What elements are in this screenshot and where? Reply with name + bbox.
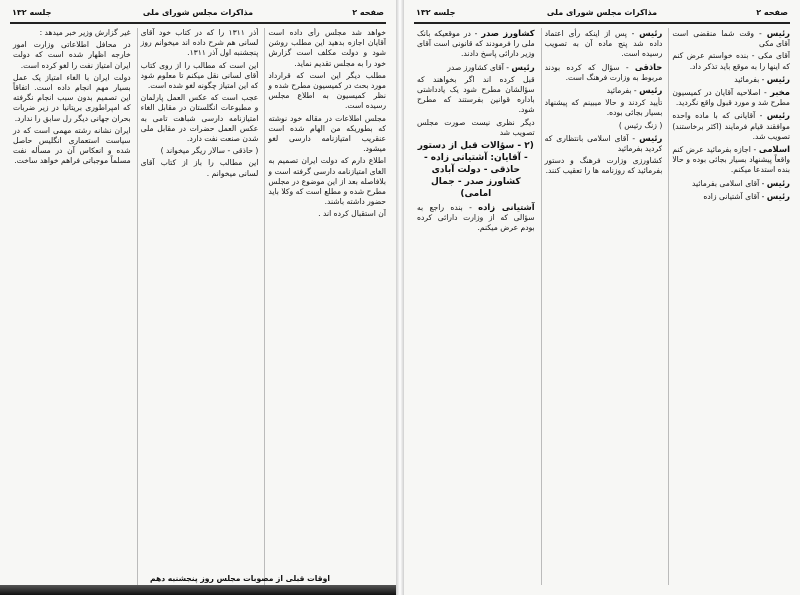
column	[10, 28, 131, 585]
paragraph	[672, 110, 790, 142]
paragraph-text: - بفرمائید	[606, 86, 637, 96]
paragraph	[672, 191, 790, 202]
paragraph-text: خواهد شد مجلس رأی داده است آقایان اجازه بدهید این مطلب روشن شود و دولت مکلف است گزارش خود را به مجلس تقدیم نماید.	[268, 28, 386, 68]
paragraph	[268, 71, 386, 112]
speaker-name: کشاورز صدر	[481, 28, 535, 38]
column	[137, 28, 259, 585]
paragraph	[268, 28, 386, 69]
paragraph-text: غیر گزارش وزیر خبر میدهد :	[39, 28, 131, 37]
publication-title: مذاکرات مجلس شورای ملی	[546, 8, 658, 17]
paragraph-text: - وقت شما منقضی است آقای مکی	[672, 29, 790, 49]
paragraph-text: عجب است که عکس العمل پارلمان و مطبوعات انگلستان در مقابل الغاء امتیازنامه دارسی شباهت تامی به عکس العمل حضرات در مقابل ملی شدن صنعت نفت دارد.	[140, 93, 259, 144]
text-columns	[414, 28, 790, 585]
header-rule	[10, 22, 386, 24]
paragraph-text: آقای مکی - بنده خواستم عرض کنم که اینها را به موقع باید تذکر داد.	[672, 51, 790, 71]
paragraph	[141, 61, 259, 92]
session-number: جلسه ۱۳۲	[416, 8, 456, 17]
page-header	[416, 8, 788, 22]
speaker-name: اسلامی	[758, 144, 790, 155]
column	[264, 28, 386, 585]
paragraph-text: کشاورزی وزارت فرهنگ و دستور بفرمائید که روزنامه ها را تعقیب کنند.	[544, 156, 663, 176]
speaker-name: رئیس	[639, 28, 663, 38]
paragraph-text: - آقای آشتیانی زاده	[703, 191, 765, 201]
paragraph	[672, 178, 790, 189]
speaker-name: رئیس	[639, 132, 663, 143]
paragraph-text: اطلاع دارم که دولت ایران تصمیم به الغای امتیازنامه دارسی گرفته است و بلافاصله بعد از این موضوع در مجلس مطرح شده و مطلع است که وکلا باید حضور داشته باشند.	[268, 156, 386, 207]
paragraph-text: - آقای اسلامی بفرمائید	[692, 178, 765, 188]
paragraph-text: - اصلاحیه آقایان در کمیسیون مطرح شد و مورد قبول واقع نگردید.	[672, 88, 790, 108]
speaker-name: آشتیانی زاده	[478, 202, 535, 213]
paragraph-text: آذر ۱۳۱۱ را که در کتاب خود آقای لسانی هم شرح داده اند میخوانم روز پنجشنبه اول آذر ۱۳۱۱.	[140, 28, 259, 58]
paragraph-text: مطلب دیگر این است که قرارداد مورد بحث در کمیسیون مطرح شده و نظر کمیسیون به اطلاع مجلس رسیده است.	[268, 70, 386, 111]
paragraph-text: - در موقعیکه بانک ملی را فرمودند که قانونی است آقای وزیر دارائی پاسخ دادند.	[416, 29, 535, 59]
paragraph	[417, 118, 535, 138]
paragraph	[13, 28, 131, 38]
paragraph	[13, 73, 131, 124]
speaker-name: رئیس	[766, 177, 790, 188]
paragraph-text: ( حاذقی - سالار ریگر میخواند )	[160, 146, 259, 156]
page-number: صفحه ۲	[756, 8, 788, 17]
paragraph	[672, 74, 790, 85]
paragraph	[672, 144, 790, 176]
paragraph	[268, 114, 386, 155]
paragraph-text: - سؤال که کرده بودند مربوط به وزارت فرهنگ است.	[544, 62, 663, 82]
paragraph-text: این است که مطالب را از روی کتاب آقای لسانی نقل میکنم تا معلوم شود که این امتیاز چگونه لغو شده است.	[140, 60, 259, 91]
paragraph	[417, 28, 535, 60]
paragraph-text: در محافل اطلاعاتی وزارت امور خارجه اظهار شده است که دولت ایران امتیاز نفت را لغو کرده است.	[12, 40, 131, 70]
paragraph-text: مجلس اطلاعات در مقاله خود نوشته که بطوریکه من الهام شده است عنقریب امتیازنامه دارسی لغو میشود.	[268, 113, 386, 154]
paragraph-text: قبل کرده اند اگر بخواهند که سؤالشان مطرح شود یک یادداشتی باداره قوانین بفرستند که مطرح شود.	[416, 74, 535, 115]
paragraph-text: آن استقبال کرده اند .	[318, 209, 386, 219]
paragraph	[13, 40, 131, 71]
paragraph	[417, 202, 535, 234]
page-gutter	[396, 0, 404, 595]
paragraph	[417, 75, 535, 116]
page-number: صفحه ۲	[352, 8, 384, 17]
speaker-name: رئیس	[766, 73, 790, 84]
text-columns	[10, 28, 386, 585]
paragraph-text: - آقای کشاورز صدر	[447, 62, 509, 72]
paragraph	[141, 146, 259, 156]
paragraph-text: - اجازه بفرمائید عرض کنم واقعاً پیشنهاد بسیار بجائی بوده و حالا بنده استدعا میکنم.	[672, 145, 790, 175]
paragraph-text: تأیید کردند و حالا میبینم که پیشنهاد بسیار بجائی بوده.	[544, 98, 663, 118]
paragraph	[268, 209, 386, 219]
column	[541, 28, 663, 585]
left-page	[0, 0, 396, 595]
paragraph	[545, 28, 663, 60]
paragraph-text: - پس از اینکه رأی اعتماد داده شد پنج ماده آن به تصویب رسیده است.	[544, 29, 663, 59]
paragraph	[545, 62, 663, 83]
paragraph	[545, 85, 663, 96]
paragraph-text: دیگر نظری نیست صورت مجلس تصویب شد	[416, 117, 535, 137]
session-number: جلسه ۱۳۲	[12, 8, 52, 17]
paragraph	[141, 28, 259, 59]
paragraph	[672, 28, 790, 49]
paragraph	[672, 87, 790, 108]
column	[668, 28, 790, 585]
paragraph-text: - بفرمائید	[734, 74, 765, 84]
paragraph	[417, 62, 535, 73]
paragraph-text: - آقایانی که با ماده واحده موافقند قیام فرمایند (اکثر برخاستند) تصویب شد.	[672, 111, 790, 141]
speaker-name: رئیس	[766, 190, 790, 201]
paragraph	[545, 121, 663, 131]
right-page	[404, 0, 800, 595]
paragraph	[545, 156, 663, 176]
paragraph-text: این مطالب را باز از کتاب آقای لسانی میخوانم .	[140, 158, 259, 178]
speaker-name: رئیس	[511, 61, 535, 72]
paragraph-text: - آقای اسلامی بانتظاری که کردید بفرمائید	[544, 133, 663, 154]
paragraph	[13, 126, 131, 167]
publication-title: مذاکرات مجلس شورای ملی	[142, 8, 254, 17]
paragraph	[141, 93, 259, 144]
paragraph	[268, 156, 386, 207]
paragraph-text: دولت ایران با الغاء امتیاز یک عمل بسیار مهم انجام داده است. اتفاقاً این تصمیم بدون سبب انجام نگرفته که امپراطوری بریتانیا در زیر ضربات بحران جهانی دیگر رل سابق را ندارد.	[12, 72, 131, 123]
speaker-name: مخبر	[770, 87, 790, 98]
scan-edge	[0, 585, 396, 595]
header-rule	[414, 22, 790, 24]
speaker-name: رئیس	[766, 110, 790, 121]
paragraph-text: ایران نشانه رشته مهمی است که در سیاست استعماری انگلیس حاصل شده و انعکاس آن در مسأله نفت مسلماً موجباتی فراهم خواهد ساخت.	[12, 125, 131, 166]
page-header	[12, 8, 384, 22]
paragraph	[545, 133, 663, 154]
speaker-name: رئیس	[639, 85, 663, 96]
column	[414, 28, 535, 585]
paragraph-text: ( زنگ رئیس )	[618, 120, 663, 130]
speaker-name: حاذقی	[634, 61, 663, 72]
paragraph	[545, 98, 663, 118]
speaker-name: رئیس	[766, 28, 790, 38]
paragraph	[672, 51, 790, 71]
section-heading: (۲ - سؤالات قبل از دستور - آقایان: آشتیانی زاده - حاذقی - دولت آبادی کشاورز صدر - جمال امامی)	[417, 141, 534, 200]
footer-note: اوقات قبلی از مصوبات مجلس روز پنجشنبه دهم	[150, 574, 330, 583]
paragraph	[141, 158, 259, 178]
paragraph-text: - بنده راجع به سؤالی که از وزارت دارائی کرده بودم عرض میکنم.	[416, 203, 535, 233]
